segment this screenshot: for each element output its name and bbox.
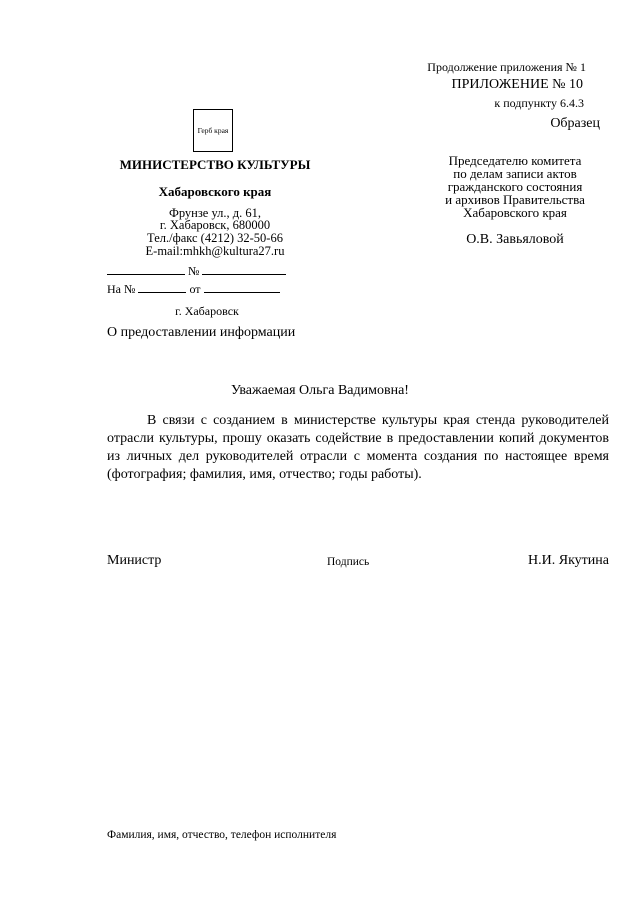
from-label: от xyxy=(189,282,201,296)
letter-body: В связи с созданием в министерстве культуры края стенда руководителей отрасли культуры, прошу оказать содействие в предоставлении копий документов из личных дел руководителей отрасли с момента создания по настоящее время (фотография; фамилия, имя, отчество; годы работы). xyxy=(107,413,609,482)
recipient-line: Председателю комитета xyxy=(448,153,582,168)
recipient-line: Хабаровского края xyxy=(463,205,567,220)
address-line: E-mail:mhkh@kultura27.ru xyxy=(145,244,285,258)
subparagraph-ref: к подпункту 6.4.3 xyxy=(494,96,584,110)
coat-of-arms-label: Герб края xyxy=(197,126,229,135)
recipient-line: гражданского состояния xyxy=(447,179,583,194)
in-reply-label: На № xyxy=(107,282,136,296)
address-line: Тел./факс (4212) 32-50-66 xyxy=(147,231,283,245)
number-blank xyxy=(202,264,286,275)
sample-label: Образец xyxy=(550,116,600,131)
appendix-title: ПРИЛОЖЕНИЕ № 10 xyxy=(451,77,583,92)
ministry-region: Хабаровского края xyxy=(158,184,272,199)
signatory-role: Министр xyxy=(107,553,162,568)
recipient-line: по делам записи актов xyxy=(453,166,577,181)
greeting: Уважаемая Ольга Вадимовна! xyxy=(231,383,409,398)
address-line: г. Хабаровск, 680000 xyxy=(159,218,271,232)
recipient-line: и архивов Правительства xyxy=(445,192,585,207)
executor-note: Фамилия, имя, отчество, телефон исполнителя xyxy=(107,829,337,841)
sender-city: г. Хабаровск xyxy=(175,304,239,318)
coat-of-arms-placeholder xyxy=(193,109,233,152)
number-label: № xyxy=(188,264,200,278)
outgoing-number-row xyxy=(107,264,286,279)
letter-subject: О предоставлении информации xyxy=(107,325,296,340)
reply-number-blank xyxy=(138,282,186,293)
address-line: Фрунзе ул., д. 61, xyxy=(168,206,262,220)
reply-reference-row xyxy=(107,282,280,297)
continuation-note: Продолжение приложения № 1 xyxy=(427,60,586,74)
signatory-name: Н.И. Якутина xyxy=(528,553,609,568)
date-blank xyxy=(107,264,185,275)
signature-placeholder: Подпись xyxy=(327,556,370,568)
ministry-name: МИНИСТЕРСТВО КУЛЬТУРЫ xyxy=(119,157,311,172)
reply-date-blank xyxy=(204,282,280,293)
recipient-name: О.В. Завьяловой xyxy=(466,232,564,247)
